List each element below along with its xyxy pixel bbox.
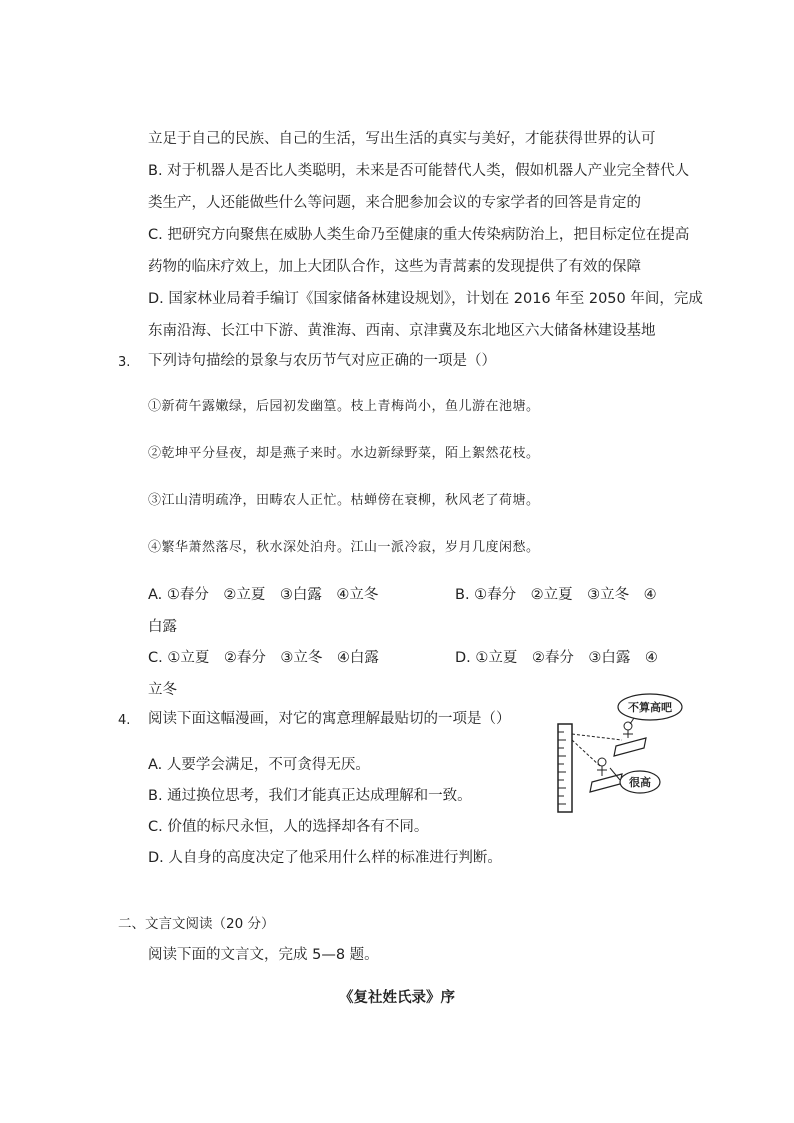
q4-option-a: A. 人要学会满足，不可贪得无厌。: [148, 757, 370, 773]
q4-option-b: B. 通过换位思考，我们才能真正达成理解和一致。: [148, 788, 472, 804]
q2-option-b-line2: 类生产，人还能做些什么等问题，来合肥参加会议的专家学者的回答是肯定的: [148, 195, 641, 211]
q4-stem: 阅读下面这幅漫画，对它的寓意理解最贴切的一项是（）: [148, 711, 511, 727]
person-on-high-platform-icon: [614, 722, 646, 756]
q3-option-d: D. ①立夏 ②春分 ③白露 ④: [455, 650, 658, 666]
q3-poem-3: ③江山清明疏净，田畴农人正忙。枯蝉傍在衰柳，秋风老了荷塘。: [148, 493, 540, 508]
q3-option-b-wrap: 白露: [148, 619, 177, 635]
q3-stem: 下列诗句描绘的景象与农历节气对应正确的一项是（）: [148, 353, 496, 369]
q3-poem-2: ②乾坤平分昼夜，却是燕子来时。水边新绿野菜，陌上絮然花枝。: [148, 446, 540, 461]
speech-bubble-top: [618, 694, 682, 724]
q3-poem-4: ④繁华萧然落尽，秋水深处泊舟。江山一派冷寂，岁月几度闲愁。: [148, 540, 540, 555]
q2-option-d-line2: 东南沿海、长江中下游、黄淮海、西南、京津冀及东北地区六大储备林建设基地: [148, 323, 656, 339]
q3-option-c: C. ①立夏 ②春分 ③立冬 ④白露: [148, 650, 379, 666]
section2-heading: 二、文言文阅读（20 分）: [118, 916, 275, 932]
q2-option-d-line1: D. 国家林业局着手编订《国家储备林建设规划》，计划在 2016 年至 2050 年间，完成: [148, 291, 703, 307]
section2-instruction: 阅读下面的文言文，完成 5—8 题。: [148, 947, 379, 963]
passage-title: 《复社姓氏录》序: [339, 990, 455, 1006]
q2-option-a-continuation: 立足于自己的民族、自己的生活，写出生活的真实与美好，才能获得世界的认可: [148, 131, 656, 147]
bubble-bottom-text: 很高: [629, 776, 651, 789]
q4-option-c: C. 价值的标尺永恒，人的选择却各有不同。: [148, 819, 429, 835]
q4-option-d: D. 人自身的高度决定了他采用什么样的标准进行判断。: [148, 850, 502, 866]
ruler-icon: [558, 724, 572, 812]
q2-option-c-line2: 药物的临床疗效上，加上大团队合作，这些为青蒿素的发现提供了有效的保障: [148, 259, 641, 275]
q4-number: 4.: [118, 713, 131, 728]
q3-option-a: A. ①春分 ②立夏 ③白露 ④立冬: [148, 587, 379, 603]
bubble-top-text: 不算高吧: [628, 701, 672, 714]
q3-option-d-wrap: 立冬: [148, 682, 177, 698]
q3-number: 3.: [118, 355, 131, 370]
cartoon-illustration: [548, 688, 708, 818]
q3-poem-1: ①新荷午露嫩绿，后园初发幽篁。枝上青梅尚小，鱼儿游在池塘。: [148, 399, 540, 414]
person-on-low-platform-icon: [590, 758, 622, 792]
q2-option-c-line1: C. 把研究方向聚焦在威胁人类生命乃至健康的重大传染病防治上，把目标定位在提高: [148, 227, 690, 243]
q3-option-b: B. ①春分 ②立夏 ③立冬 ④: [455, 587, 657, 603]
q2-option-b-line1: B. 对于机器人是否比人类聪明，未来是否可能替代人类，假如机器人产业完全替代人: [148, 163, 690, 179]
